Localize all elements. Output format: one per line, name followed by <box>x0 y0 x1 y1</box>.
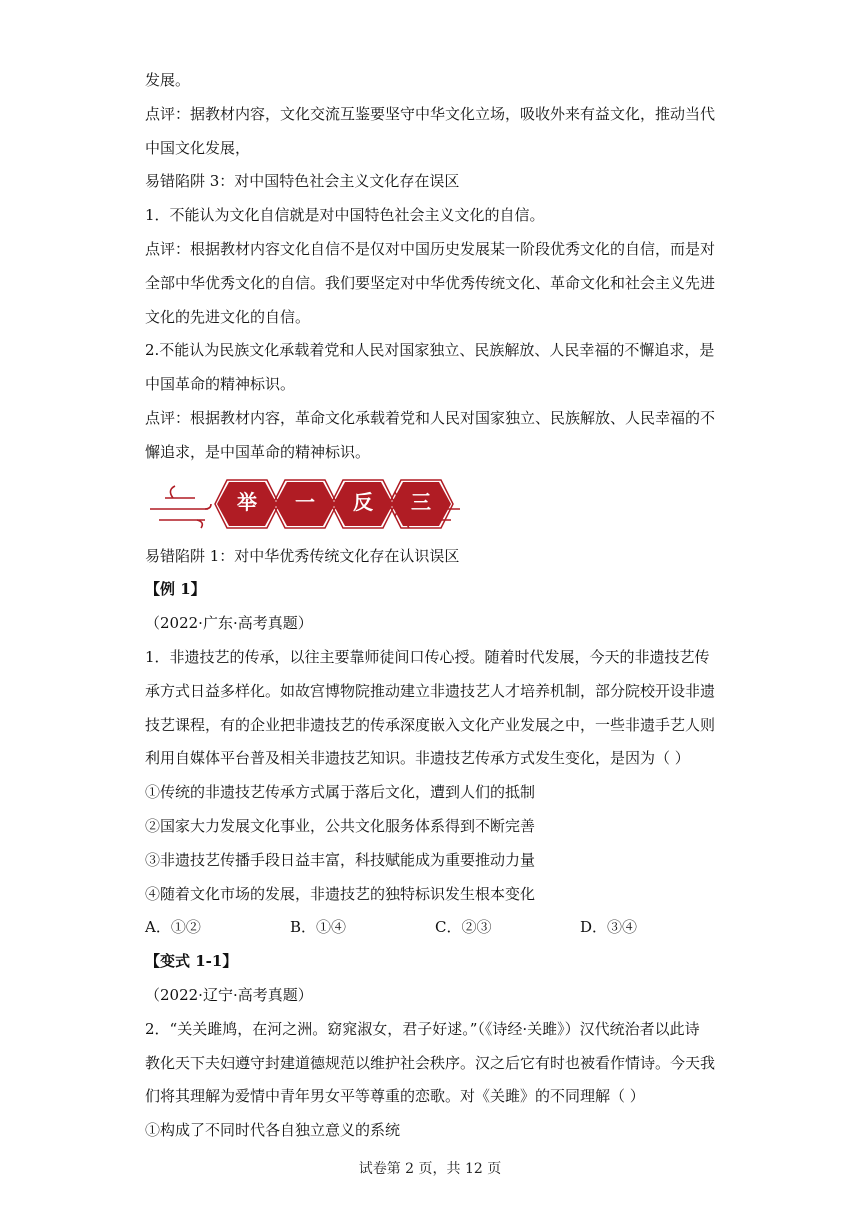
text-line: 发展。 <box>145 71 191 89</box>
statement-line: ③非遗技艺传播手段日益丰富，科技赋能成为重要推动力量 <box>145 850 536 869</box>
text-line: 点评：据教材内容，文化交流互鉴要坚守中华文化立场，吸收外来有益文化，推动当代 <box>145 104 716 123</box>
text-line: 全部中华优秀文化的自信。我们要坚定对中华优秀传统文化、革命文化和社会主义先进 <box>145 273 716 292</box>
variant-label: 【变式 1-1】 <box>145 952 238 971</box>
statement-line: ①传统的非遗技艺传承方式属于落后文化，遭到人们的抵制 <box>145 783 536 802</box>
text-line: 点评：根据教材内容，革命文化承载着党和人民对国家独立、民族解放、人民幸福的不 <box>145 408 716 427</box>
ju-yi-fan-san-banner <box>145 474 725 534</box>
banner-char-3: 反 <box>353 489 373 514</box>
text-line: 懈追求，是中国革命的精神标识。 <box>145 442 371 461</box>
question-1-stem <box>145 641 725 776</box>
text-line: 2.不能认为民族文化承载着党和人民对国家独立、民族解放、人民幸福的不懈追求，是 <box>145 341 715 360</box>
question-1-statements <box>145 776 725 911</box>
text-line: 点评：根据教材内容文化自信不是仅对中国历史发展某一阶段优秀文化的自信，而是对 <box>145 239 716 258</box>
trap-title: 易错陷阱 1：对中华优秀传统文化存在认识误区 <box>145 546 460 565</box>
page-content <box>145 64 725 1148</box>
page-footer: 试卷第 2 页，共 12 页 <box>358 1161 502 1177</box>
question-1-options <box>145 911 725 945</box>
option-d[interactable]: D．③④ <box>580 918 638 937</box>
text-line: 中国革命的精神标识。 <box>145 375 296 394</box>
statement-line: ②国家大力发展文化事业，公共文化服务体系得到不断完善 <box>145 816 536 835</box>
text-line: 易错陷阱 3：对中国特色社会主义文化存在误区 <box>145 172 460 191</box>
question-line: 1．非遗技艺的传承，以往主要靠师徒间口传心授。随着时代发展，今天的非遗技艺传 <box>145 647 710 666</box>
option-c[interactable]: C．②③ <box>435 918 492 937</box>
question-line: 技艺课程，有的企业把非遗技艺的传承深度嵌入文化产业发展之中，一些非遗手艺人则 <box>145 715 716 734</box>
variant-source: （2022·辽宁·高考真题） <box>145 985 313 1004</box>
question-line: 2．“关关雎鸠，在河之洲。窈窕淑女，君子好逑。”（《诗经·关雎》）汉代统治者以此诗 <box>145 1019 700 1038</box>
banner-char-4: 三 <box>411 489 431 514</box>
question-line: 承方式日益多样化。如故宫博物院推动建立非遗技艺人才培养机制，部分院校开设非遗 <box>145 681 716 700</box>
question-line: 教化天下夫妇遵守封建道德规范以维护社会秩序。汉之后它有时也被看作情诗。今天我 <box>145 1053 716 1072</box>
statement-line: ①构成了不同时代各自独立意义的系统 <box>145 1121 401 1140</box>
option-a[interactable]: A．①② <box>145 918 201 937</box>
banner-char-1: 举 <box>237 489 257 514</box>
question-2-stem <box>145 1013 725 1114</box>
example-label: 【例 1】 <box>145 580 206 599</box>
text-line: 文化的先进文化的自信。 <box>145 307 311 326</box>
example-source: （2022·广东·高考真题） <box>145 614 313 633</box>
top-text-block <box>145 64 725 470</box>
question-line: 们将其理解为爱情中青年男女平等尊重的恋歌。对《关雎》的不同理解（ ） <box>145 1087 645 1106</box>
text-line: 1．不能认为文化自信就是对中国特色社会主义文化的自信。 <box>145 206 545 225</box>
question-line: 利用自媒体平台普及相关非遗技艺知识。非遗技艺传承方式发生变化，是因为（ ） <box>145 749 690 768</box>
banner-char-2: 一 <box>295 489 315 514</box>
option-b[interactable]: B．①④ <box>290 918 347 937</box>
text-line: 中国文化发展， <box>145 138 251 157</box>
statement-line: ④随着文化市场的发展，非遗技艺的独特标识发生根本变化 <box>145 884 536 903</box>
question-2-statements <box>145 1114 725 1148</box>
